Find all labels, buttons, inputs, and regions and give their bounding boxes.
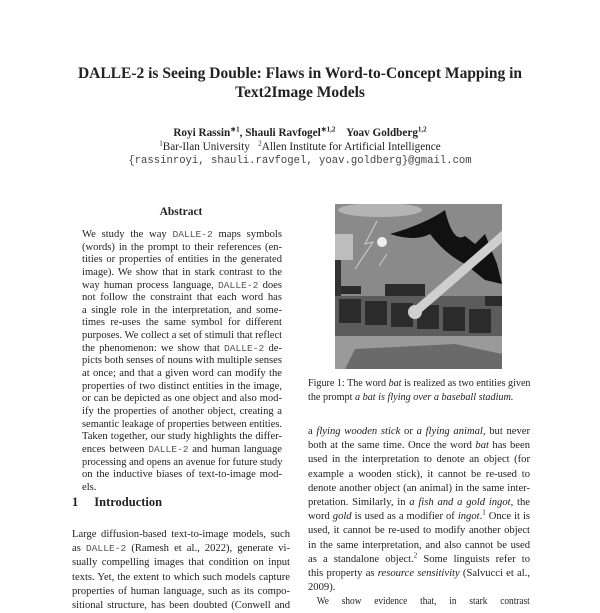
model-name: DALLE-2 [148,443,189,455]
introduction-body [72,528,290,613]
text-line: ences between DALLE-2 and human language [82,443,282,455]
author-block [60,126,540,168]
text-line: sually compelling images that condition on input [72,557,290,569]
figure-1-caption: Figure 1: The word bat is realized as two entities given the prompt a bat is flying over a baseball stadium. [308,378,531,403]
abstract-body [82,229,282,494]
model-name: DALLE-2 [172,229,213,240]
text-line: Taken together, our study highlights the differ- [82,431,282,443]
affiliations: $^1$Bar-Ilan University $^2$Allen Institute for Artificial Intelligence [159,139,441,153]
text-line: processing and opens an avenue for future study [82,456,283,468]
text-line: We study the way DALLE-2 maps symbols [82,229,282,240]
text-line: as DALLE-2 (Ramesh et al., 2022), generate vi- [72,543,290,555]
text-line: els. [82,481,97,493]
paper-title: DALLE-2 is Seeing Double: Flaws in Word-to-Concept Mapping in Text2Image Models [77,65,523,101]
abstract-heading: Abstract [159,206,203,218]
text-line: way human process language, DALLE-2 does [82,279,283,291]
text-line: (words) in the prompt to their references (en- [82,241,282,253]
text-line: properties of human language, such as its compo- [72,585,290,597]
model-name: DALLE-2 [223,342,265,354]
introduction-heading: 1 Introduction [72,495,163,509]
text-line: semantic leakage of properties between entities. [82,418,282,430]
text-line: sitional structure, has been doubted (Conwell and [72,599,290,611]
figure-1-image [335,204,502,369]
text-line: times re-uses the same symbol for different [82,317,282,329]
text-line: texts. Yet, the extent to which such models capture [72,571,290,583]
text-line: tities or properties of entities in the generated [82,254,282,266]
text-line: purposes. We collect a set of stimuli that reflect [82,330,283,342]
author-emails: {rassinroyi, shauli.ravfogel, yoav.goldberg}@gmail.com [128,155,472,167]
text-line: a single role in the interpretation, and some- [82,304,282,316]
text-line: on the inductive biases of text-to-image mod- [82,469,282,481]
text-line: image). We show that in stark contrast to the [82,266,282,278]
text-line: the phenomenon: we show that DALLE-2 de- [82,342,282,354]
text-line: not follow the constraint that each word has [82,292,282,304]
text-line: properties of two distinct entities in the image, [82,380,282,392]
text-line: or can be depicted as one object and also mod- [82,393,282,405]
footnote-2-marker[interactable]: 2 [413,551,418,560]
text-line: picts both senses of nouns with multiple senses [82,355,282,367]
model-name: DALLE-2 [85,543,127,555]
text-line: at once; and that a given word can modify the [82,368,282,380]
text-line: Large diffusion-based text-to-image models, such [72,529,290,540]
author-names: Royi Rassin$^{∗1}$, Shauli Ravfogel$^{∗1,2}$ Yoav Goldberg$^{1,2}$ [173,125,427,139]
body-text-right-column: a flying wooden stick or a flying animal, but never both at the same time. Once the word bat has been used in the interpretation to denote an object (for example a wooden stick), it cannot be re-used to denote another object (an animal) in the same inter- pretation. Similarly, in a fish and a gold ingot, the word gold is used as a modifier of ingot.$^1$ Once it is used, it cannot be re-used to modify another object in the same interpretation, and also cannot be used as a standalone object.$^2$ Some linguists refer to this property as resource sensitivity (Salvucci et al., 2009). We show evidence that, in stark contrast [308,426,531,608]
footnote-1-marker[interactable]: 1 [482,508,486,517]
text-line: ify the properties of another object, creating a [82,405,282,417]
model-name: DALLE-2 [218,279,259,291]
